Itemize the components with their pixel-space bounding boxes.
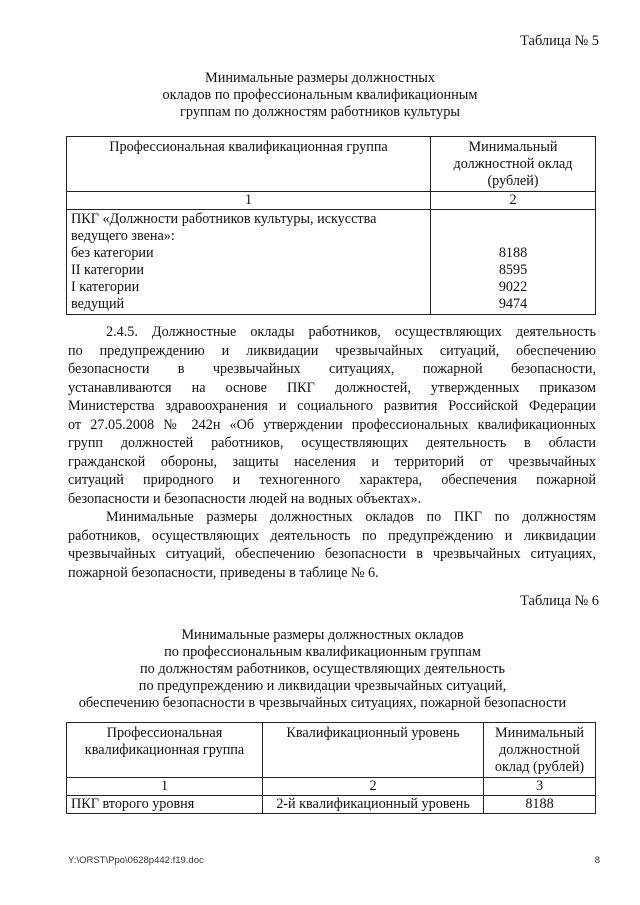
paragraph-line: Минимальные размеры должностных окладов по ПКГ по должностям — [106, 509, 596, 525]
footer-file-path: Y:\ORST\Ppo\0628p442.f19.doc — [68, 855, 204, 866]
table5-title — [100, 70, 540, 121]
table6-title-line: обеспечению безопасности в чрезвычайных ситуациях, пожарной безопасности — [78, 695, 567, 711]
table5-group-name: ПКГ «Должности работников культуры, искусства — [71, 211, 377, 227]
table5-salary-value: 9474 — [498, 296, 528, 312]
paragraph-line: по предупреждению и ликвидации чрезвычайных ситуаций, обеспечению — [68, 342, 596, 359]
paragraph-line: от 27.05.2008 № 242н «Об утверждении профессиональных квалификационных — [68, 416, 596, 433]
paragraph-line: Министерства здравоохранения и социального развития Российской Федерации — [68, 398, 596, 414]
table5-title-line: окладов по профессиональным квалификационным — [162, 87, 478, 103]
table5-category: II категории — [71, 262, 144, 278]
table5-header-group: Профессиональная квалификационная группа — [67, 137, 431, 192]
table5-data-row — [67, 210, 596, 315]
table5-header-salary: Минимальный должностной оклад (рублей) — [431, 137, 596, 192]
paragraph-line: 2.4.5. Должностные оклады работников, осуществляющих деятельность — [106, 324, 596, 340]
table6-title-line: по профессиональным квалификационным группам — [164, 644, 481, 660]
table5-col-number: 1 — [67, 192, 431, 210]
table5-salary-value: 9022 — [498, 279, 528, 295]
paragraph-line: устанавливаются на основе ПКГ должностей, утвержденных приказом — [68, 379, 596, 396]
table6-header-group: Профессиональная квалификационная группа — [67, 723, 263, 778]
paragraph-line: групп должностей работников, осуществляющих деятельность в области — [68, 435, 596, 451]
paragraph-line: пожарной безопасности, приведены в таблице № 6. — [68, 564, 379, 581]
paragraph-minimal-salaries — [68, 508, 596, 582]
table6-title-line: Минимальные размеры должностных окладов — [181, 627, 464, 643]
table6-group-cell: ПКГ второго уровня — [67, 796, 263, 814]
table6-title — [50, 627, 595, 712]
table5 — [66, 136, 596, 315]
paragraph-line: гражданской обороны, защиты населения и территорий от чрезвычайных — [68, 453, 596, 470]
table5-salary-value: 8188 — [498, 245, 528, 261]
table6-title-line: по должностям работников, осуществляющих деятельность — [139, 661, 506, 677]
table6 — [66, 722, 596, 814]
table5-category: без категории — [71, 245, 154, 261]
footer-page-number: 8 — [594, 855, 600, 866]
table6-label: Таблица № 6 — [520, 593, 599, 609]
table6-data-row — [67, 796, 596, 814]
table5-salary-value: 8595 — [498, 262, 528, 278]
table5-salary-cell — [431, 210, 596, 315]
table6-header-level: Квалификационный уровень — [263, 723, 484, 778]
table6-col-number: 1 — [67, 778, 263, 796]
table6-numbering-row — [67, 778, 596, 796]
table6-salary-cell: 8188 — [484, 796, 596, 814]
table6-header-salary: Минимальный должностной оклад (рублей) — [484, 723, 596, 778]
paragraph-2-4-5 — [68, 323, 596, 508]
table5-numbering-row — [67, 192, 596, 210]
table5-group-name: ведущего звена»: — [71, 228, 175, 244]
table6-col-number: 2 — [263, 778, 484, 796]
table5-category: I категории — [71, 279, 140, 295]
paragraph-line: безопасности и безопасности людей на водных объектах». — [68, 490, 422, 507]
table5-group-cell — [67, 210, 431, 315]
table5-category: ведущий — [71, 296, 125, 312]
table5-header-row — [67, 137, 596, 192]
table6-col-number: 3 — [484, 778, 596, 796]
table6-level-cell: 2-й квалификационный уровень — [263, 796, 484, 814]
table5-title-line: группам по должностям работников культуры — [180, 104, 460, 120]
table5-col-number: 2 — [431, 192, 596, 210]
table6-title-line: по предупреждению и ликвидации чрезвычайных ситуаций, — [138, 678, 507, 694]
table6-header-row — [67, 723, 596, 778]
table5-title-line: Минимальные размеры должностных — [205, 70, 435, 86]
table5-label: Таблица № 5 — [520, 33, 599, 49]
paragraph-line: ситуаций природного и техногенного характера, обеспечения пожарной — [68, 472, 596, 488]
paragraph-line: работников, осуществляющих деятельность по предупреждению и ликвидации — [68, 527, 596, 544]
paragraph-line: безопасности в чрезвычайных ситуациях, пожарной безопасности, — [68, 361, 596, 377]
paragraph-line: чрезвычайных ситуаций, обеспечению безопасности в чрезвычайных ситуациях, — [68, 546, 596, 562]
